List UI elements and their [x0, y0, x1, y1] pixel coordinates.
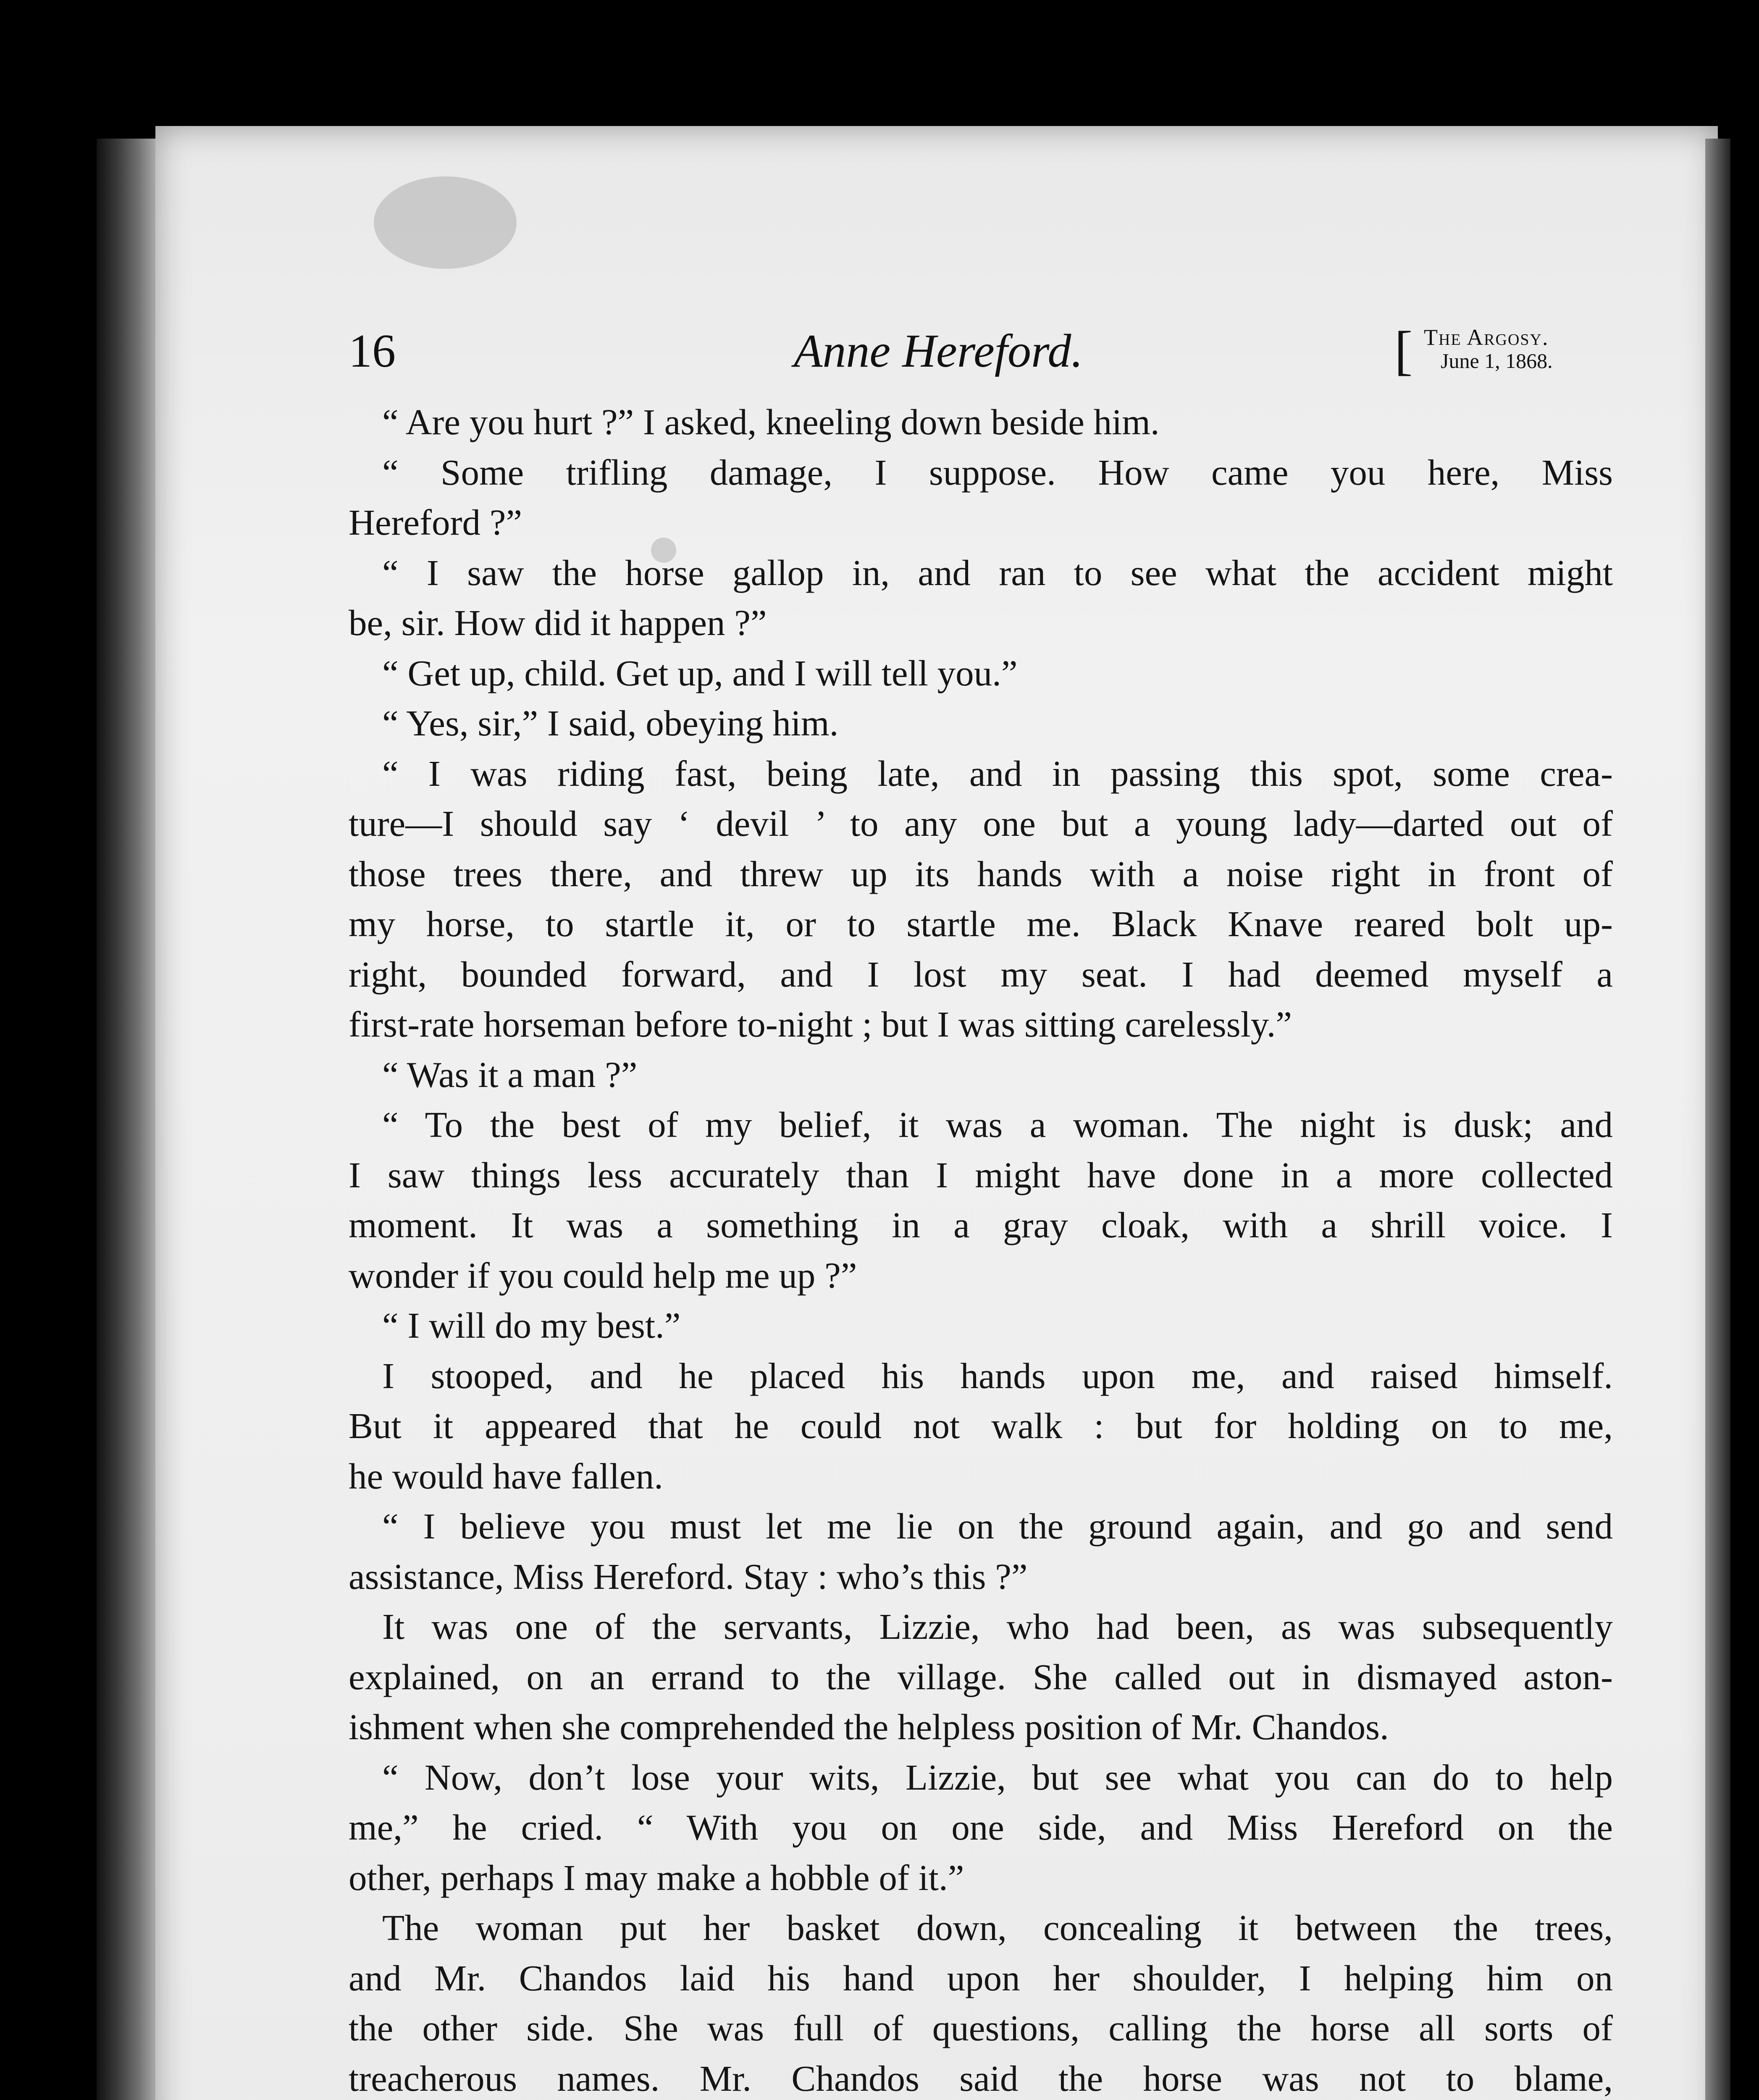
- text-line: be, sir. How did it happen ?”: [349, 602, 767, 643]
- body-text: [349, 397, 1613, 2100]
- text-line: treacherous names. Mr. Chandos said the horse was not to blame,: [349, 2058, 1613, 2099]
- text-line: “ Now, don’t lose your wits, Lizzie, but see what you can do to help: [382, 1756, 1613, 1798]
- journal-name: The Argosy.: [1424, 325, 1549, 350]
- text-line: he would have fallen.: [349, 1455, 663, 1496]
- book-spine-shadow: [97, 139, 155, 2100]
- text-line: ture—I should say ‘ devil ’ to any one but a young lady—darted out of: [349, 803, 1613, 844]
- text-line: explained, on an errand to the village. She called out in dismayed aston-: [349, 1656, 1613, 1697]
- page-header: [349, 320, 1617, 391]
- text-line: other, perhaps I may make a hobble of it.”: [349, 1857, 964, 1898]
- text-line: “ Yes, sir,” I said, obeying him.: [382, 703, 839, 743]
- text-line: “ To the best of my belief, it was a woman. The night is dusk; and: [382, 1104, 1613, 1145]
- text-line: “ I was riding fast, being late, and in passing this spot, some crea-: [382, 753, 1613, 794]
- text-line: those trees there, and threw up its hands with a noise right in front of: [349, 853, 1613, 894]
- text-line: and Mr. Chandos laid his hand upon her shoulder, I helping him on: [349, 1957, 1613, 1998]
- text-line: “ Are you hurt ?” I asked, kneeling down beside him.: [382, 402, 1160, 442]
- text-line: assistance, Miss Hereford. Stay : who’s this ?”: [349, 1556, 1028, 1597]
- page-edge: [1705, 139, 1730, 2100]
- journal-date: June 1, 1868.: [1441, 349, 1553, 373]
- text-line: “ Was it a man ?”: [382, 1054, 638, 1095]
- journal-bracket: [: [1394, 320, 1413, 381]
- text-line: But it appeared that he could not walk : but for holding on to me,: [349, 1405, 1613, 1446]
- text-line: me,” he cried. “ With you on one side, and Miss Hereford on the: [349, 1807, 1613, 1848]
- text-line: right, bounded forward, and I lost my seat. I had deemed myself a: [349, 953, 1613, 995]
- text-line: the other side. She was full of questions, calling the horse all sorts of: [349, 2008, 1613, 2048]
- text-line: first-rate horseman before to-night ; but I was sitting carelessly.”: [349, 1004, 1292, 1045]
- text-line: I stooped, and he placed his hands upon me, and raised himself.: [382, 1355, 1613, 1396]
- running-title: Anne Hereford.: [794, 325, 1083, 377]
- paper-stain: [374, 176, 517, 269]
- text-line: moment. It was a something in a gray cloak, with a shrill voice. I: [349, 1205, 1613, 1245]
- text-line: “ I believe you must let me lie on the ground again, and go and send: [382, 1506, 1613, 1546]
- text-line: “ Get up, child. Get up, and I will tell you.”: [382, 652, 1018, 693]
- text-line: wonder if you could help me up ?”: [349, 1255, 857, 1296]
- text-line: my horse, to startle it, or to startle me. Black Knave reared bolt up-: [349, 903, 1613, 944]
- text-line: “ I saw the horse gallop in, and ran to see what the accident might: [382, 552, 1613, 593]
- text-line: It was one of the servants, Lizzie, who had been, as was subsequently: [382, 1606, 1613, 1647]
- journal-reference: [1424, 325, 1621, 372]
- text-line: “ I will do my best.”: [382, 1305, 681, 1346]
- text-line: Hereford ?”: [349, 502, 522, 543]
- text-line: The woman put her basket down, concealing it between the trees,: [382, 1907, 1613, 1948]
- text-line: ishment when she comprehended the helpless position of Mr. Chandos.: [349, 1706, 1389, 1747]
- text-line: “ Some trifling damage, I suppose. How came you here, Miss: [382, 452, 1613, 493]
- text-line: I saw things less accurately than I might have done in a more collected: [349, 1154, 1613, 1195]
- page-number: 16: [349, 325, 396, 377]
